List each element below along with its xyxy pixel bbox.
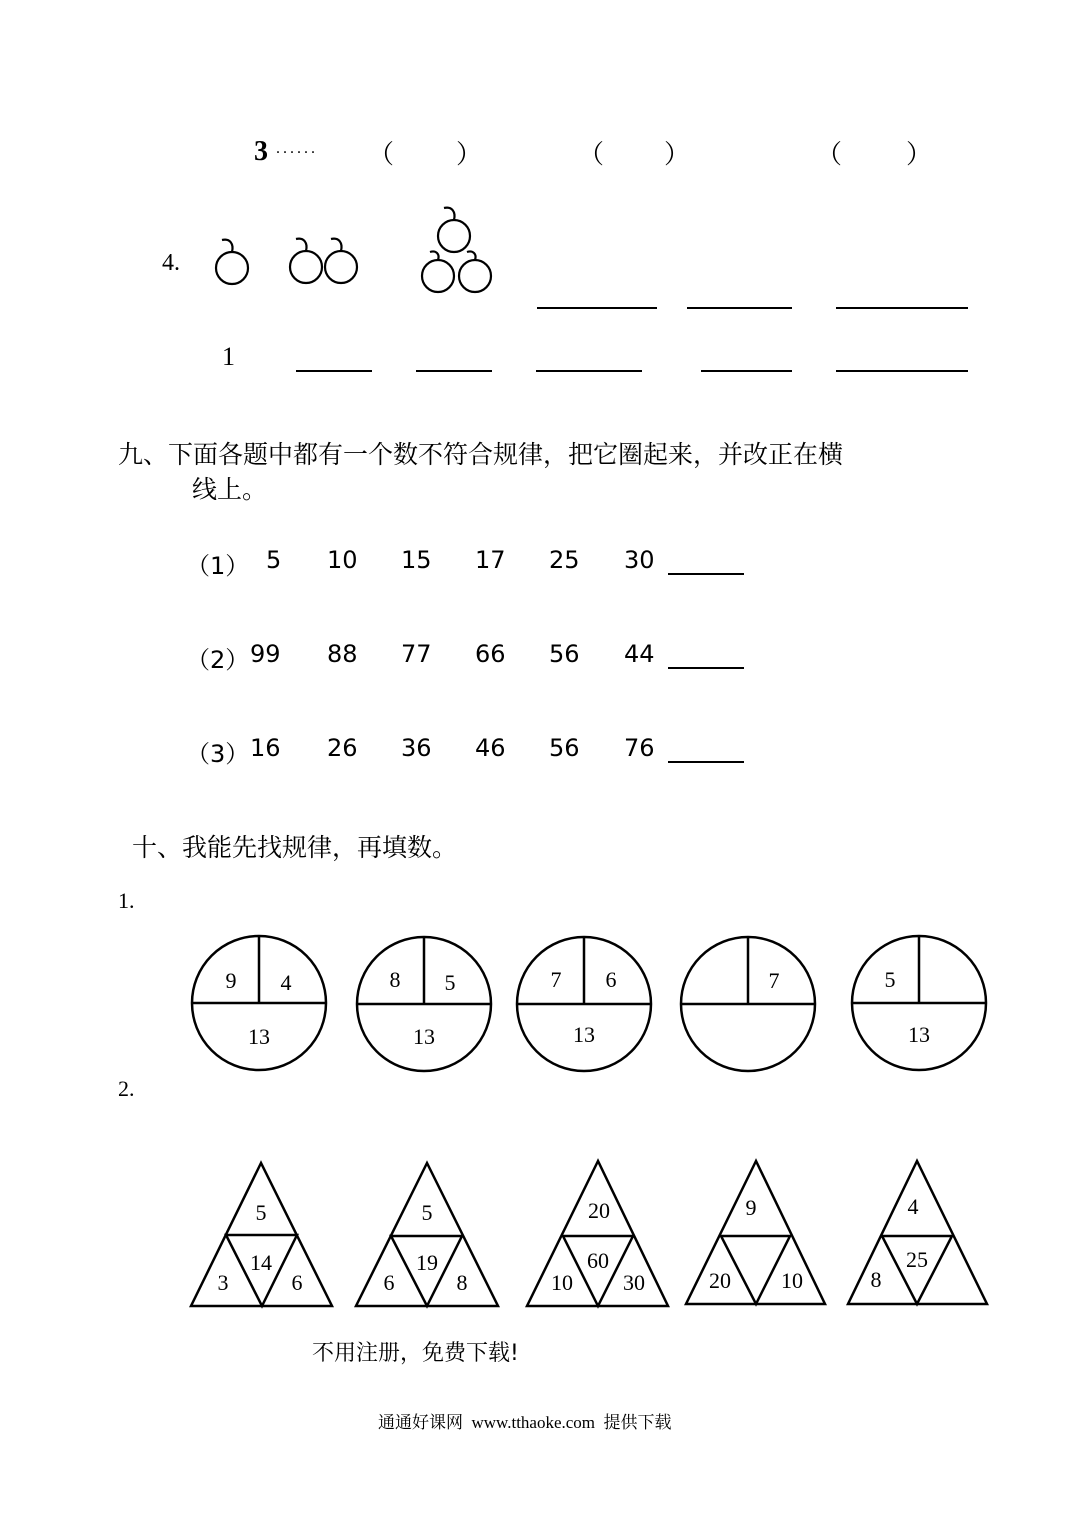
row3-label: 3	[254, 136, 268, 167]
sequence-number[interactable]: 36	[401, 734, 432, 762]
sequence-number[interactable]: 16	[250, 734, 281, 762]
cherry-icon	[459, 251, 491, 292]
promo-text: 不用注册，免费下载!	[312, 1341, 519, 1366]
sequence-number[interactable]: 10	[327, 546, 358, 574]
answer-line[interactable]	[668, 573, 744, 575]
answer-line[interactable]	[296, 370, 372, 372]
circle2-left: 8	[389, 967, 401, 992]
section10-title: 十、我能先找规律，再填数。	[132, 833, 458, 862]
tri3-top: 20	[588, 1198, 610, 1223]
cherry-pattern	[200, 200, 520, 310]
section9-title-cont: 线上。	[192, 475, 268, 504]
sequence-number[interactable]: 56	[549, 734, 580, 762]
tri3-right: 30	[623, 1270, 645, 1295]
tri1-top: 5	[255, 1200, 267, 1225]
paren-open-1: （	[368, 140, 395, 170]
circle3-bottom: 13	[573, 1022, 595, 1047]
section10-sub2: 2.	[118, 1076, 135, 1101]
circle4-right: 7	[768, 968, 780, 993]
cherry-icon	[438, 208, 470, 252]
cherry-icon	[325, 239, 357, 283]
sequence-number[interactable]: 99	[250, 640, 281, 668]
answer-line[interactable]	[416, 370, 492, 372]
tri5-left: 8	[870, 1267, 882, 1292]
sequence-number[interactable]: 5	[266, 546, 282, 574]
section10-sub1: 1.	[118, 888, 135, 913]
circle2-bottom: 13	[413, 1024, 435, 1049]
tri2-top: 5	[421, 1200, 433, 1225]
paren-close-3: ）	[906, 140, 933, 170]
circle2-right: 5	[444, 970, 456, 995]
sequence-number[interactable]: 17	[475, 546, 506, 574]
answer-line[interactable]	[668, 667, 744, 669]
tri4-right: 10	[781, 1268, 803, 1293]
paren-close-2: ）	[664, 140, 691, 170]
sequence-number[interactable]: 66	[475, 640, 506, 668]
circle5-bottom: 13	[908, 1022, 930, 1047]
sequence-number[interactable]: 46	[475, 734, 506, 762]
tri1-left: 3	[217, 1270, 229, 1295]
sequence-number[interactable]: 76	[624, 734, 655, 762]
circle1-right: 4	[280, 970, 292, 995]
answer-line[interactable]	[836, 370, 968, 372]
tri3-center: 60	[587, 1248, 609, 1273]
tri3-left: 10	[551, 1270, 573, 1295]
circle3-right: 6	[605, 967, 617, 992]
row4-start-number: 1	[222, 342, 235, 371]
sequence-number[interactable]: 44	[624, 640, 655, 668]
answer-line[interactable]	[701, 370, 792, 372]
circle-puzzles	[0, 920, 1087, 1080]
tri4-top: 9	[745, 1195, 757, 1220]
paren-open-3: （	[816, 140, 843, 170]
row4-label: 4.	[162, 250, 180, 276]
circle1-left: 9	[225, 968, 237, 993]
tri2-left: 6	[383, 1270, 395, 1295]
sequence-number[interactable]: 30	[624, 546, 655, 574]
circle1-bottom: 13	[248, 1024, 270, 1049]
item1-label: （1）	[186, 552, 250, 580]
answer-line[interactable]	[668, 761, 744, 763]
tri5-center: 25	[906, 1247, 928, 1272]
item3-label: （3）	[186, 740, 250, 768]
circle3-left: 7	[550, 967, 562, 992]
row3-dots: ......	[276, 140, 318, 157]
tri2-center: 19	[416, 1250, 438, 1275]
tri4-left: 20	[709, 1268, 731, 1293]
sequence-number[interactable]: 25	[549, 546, 580, 574]
sequence-number[interactable]: 15	[401, 546, 432, 574]
tri2-right: 8	[456, 1270, 468, 1295]
answer-line[interactable]	[537, 307, 657, 309]
cherry-icon	[290, 239, 322, 283]
answer-line[interactable]	[687, 307, 792, 309]
paren-close-1: ）	[456, 140, 483, 170]
answer-line[interactable]	[836, 307, 968, 309]
paren-open-2: （	[578, 140, 605, 170]
answer-line[interactable]	[536, 370, 642, 372]
sequence-number[interactable]: 56	[549, 640, 580, 668]
footer-text: 通通好课网 www.tthaoke.com 提供下载	[378, 1413, 672, 1432]
tri1-center: 14	[250, 1250, 272, 1275]
cherry-icon	[216, 240, 248, 284]
sequence-number[interactable]: 88	[327, 640, 358, 668]
section9-title: 九、下面各题中都有一个数不符合规律，把它圈起来，并改正在横	[118, 440, 844, 469]
circle5-left: 5	[884, 967, 896, 992]
tri1-right: 6	[291, 1270, 303, 1295]
triangle-puzzles	[0, 1150, 1087, 1315]
cherry-icon	[422, 251, 454, 292]
tri5-top: 4	[907, 1194, 919, 1219]
sequence-number[interactable]: 77	[401, 640, 432, 668]
item2-label: （2）	[186, 646, 250, 674]
sequence-number[interactable]: 26	[327, 734, 358, 762]
